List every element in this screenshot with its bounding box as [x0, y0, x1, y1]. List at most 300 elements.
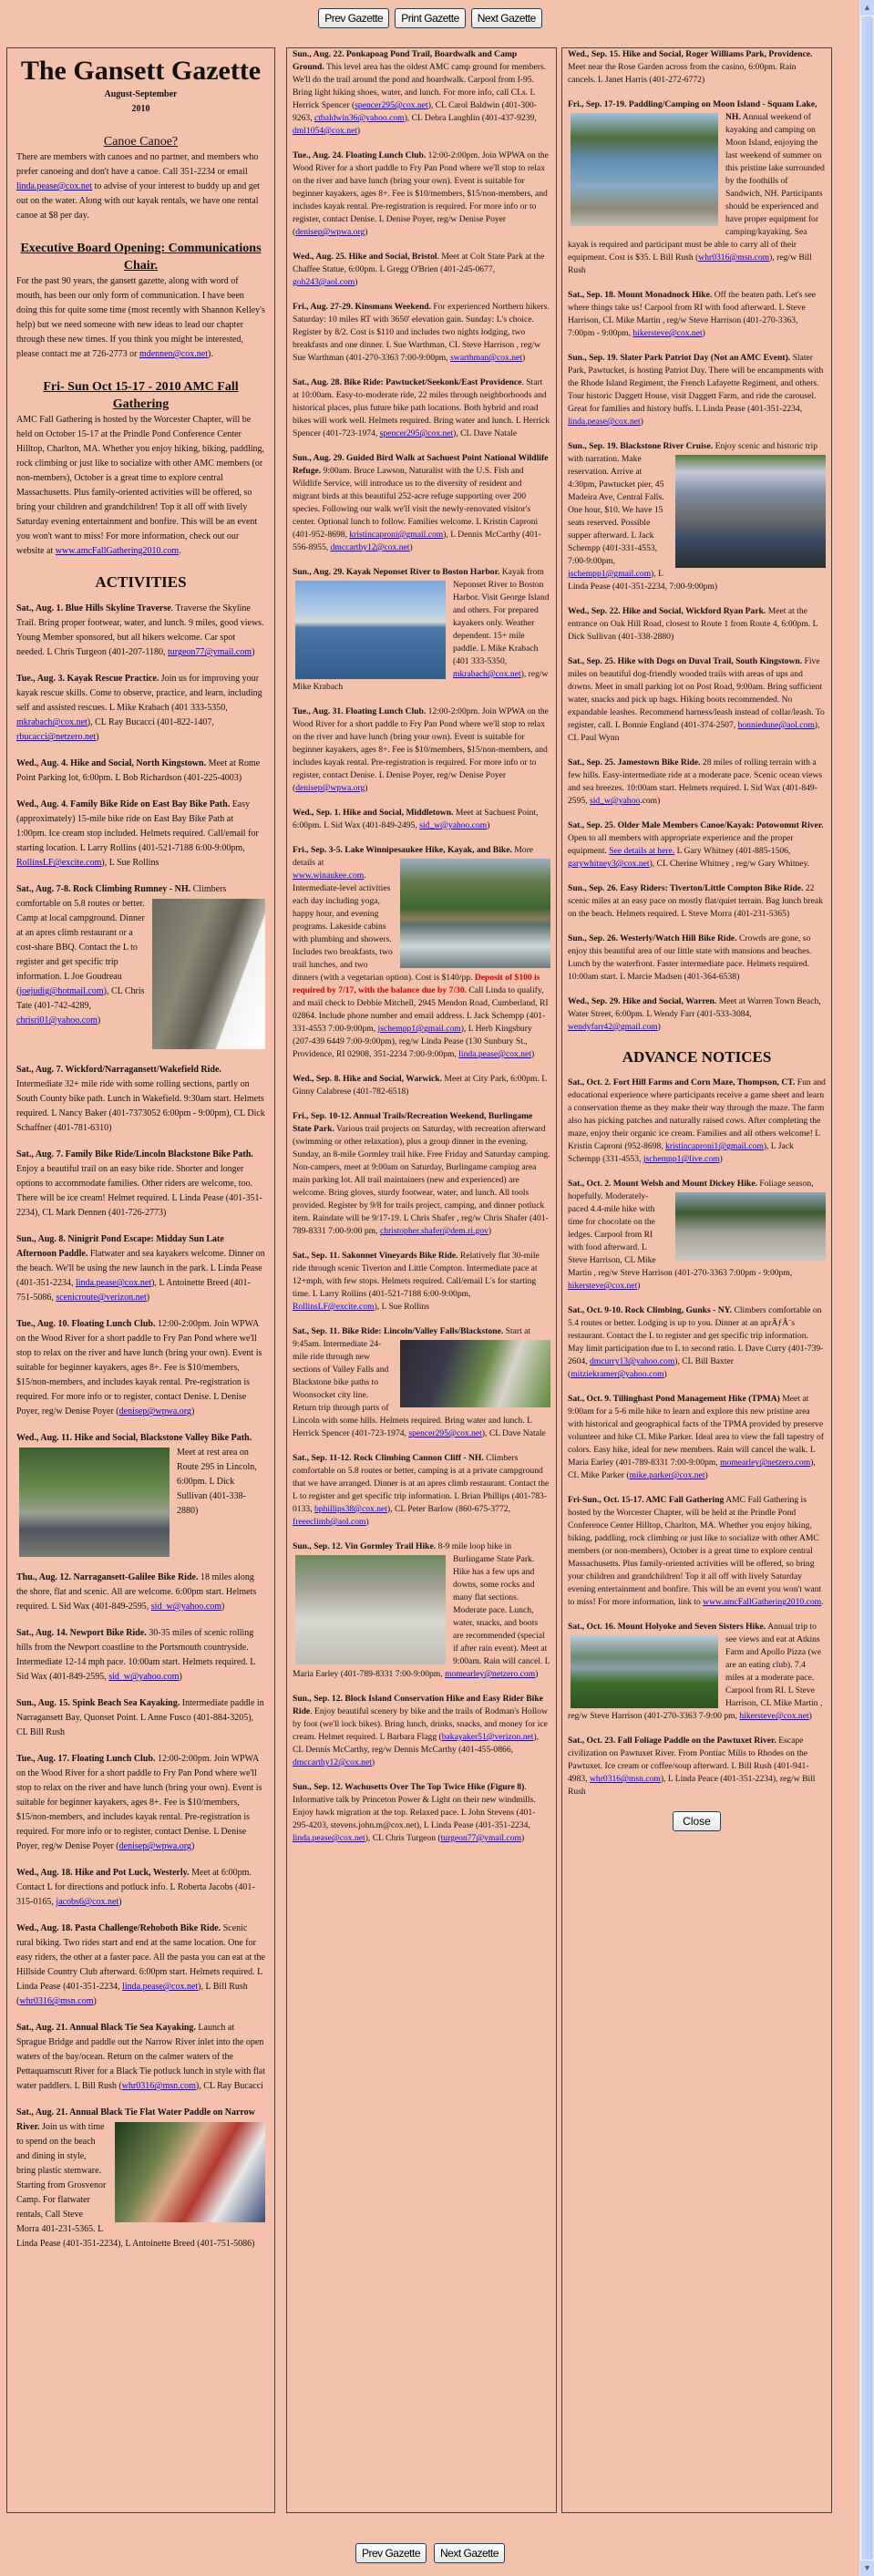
deposit-warning: Deposit of $100 is required by 7/17, with the balance due by 7/30. — [293, 973, 540, 995]
event-text: ), CL Mike Parker ( — [568, 1458, 816, 1481]
event-text: Join us with time to spend on the beach and dining in style, bring plastic stemware. Starting from Grosvenor Camp. For flatwater rentals, Call Steve Morra 401-231-5365. L Linda Pease (401-351-2234), L Antoinette Breed (401-751-5086) — [16, 2122, 255, 2250]
event-entry — [16, 1063, 265, 1136]
print-gazette-button[interactable]: Print Gazette — [395, 8, 466, 28]
event-entry — [568, 48, 826, 87]
event-entry — [293, 1250, 550, 1314]
event-entry — [293, 1452, 550, 1529]
bike-path-photo — [19, 1448, 170, 1557]
event-contact-link[interactable]: goh243@aol.com — [293, 277, 355, 287]
event-title: Sat., Aug. 21. Annual Black Tie Sea Kayaking. — [16, 2023, 196, 2034]
event-text: Meet at 6:00pm. Contact L for directions and potluck info. L Roberta Jacobs (401-315-0165, — [16, 1868, 255, 1908]
event-text: 12:00-2:00pm. Join WPWA on the Wood River for a short paddle to Fry Pan Pond where we'll stop to relax on the river and have lunch (bring your own). Event is suitable for beginner kayakers, ages 8+. Fee is $10/members, $15/non-members, and includes kayak rental. Pre-registration is required. For more info or to register, contact Denise. L Denise Poyer, reg/w Denise Poyer ( — [16, 1319, 262, 1417]
event-text: ) — [520, 1833, 525, 1843]
event-text: ) — [530, 1049, 535, 1059]
event-text: ) — [365, 1517, 369, 1527]
event-entry — [568, 289, 826, 340]
event-entry — [293, 48, 550, 138]
event-text: Meet at City Park, 6:00pm. L Ginny Calabrese (401-782-6518) — [293, 1074, 547, 1097]
event-text: ), reg/w Mike Krabach — [293, 669, 549, 692]
event-entry — [293, 452, 550, 554]
event-title: Tue., Aug. 31. Floating Lunch Club. — [293, 706, 427, 716]
next-gazette-button-bottom[interactable]: Next Gazette — [434, 2543, 505, 2563]
event-text: Enjoy scenic and historic trip with narration. Make reservation. Arrive at 4:30pm, Pawtucket pier, 45 Madeira Ave, Central Falls. One hour, $10. We have 15 seats reserved. Possible supper afterward. L Jack Schempp (401-331-4553, 7:00-9:00pm, — [568, 441, 818, 566]
event-title: Sun., Aug. 15. Spink Beach Sea Kayaking. — [16, 1698, 180, 1709]
event-contact-link[interactable]: scenicroute@verizon.net — [56, 1293, 147, 1303]
next-gazette-button[interactable]: Next Gazette — [471, 8, 542, 28]
event-text: 30-35 miles of scenic rolling hills from the Newport coastline to the Portsmouth countryside. Intermediate 12-14 mph pace. 10:00am start. Helmets required. L Sid Wax (401-849-2595, — [16, 1628, 256, 1683]
event-text: Join us for improving your kayak rescue skills. Come to observe, practice, and learn, including self and assisted rescues. L Mike Krabach (401 333-5350, — [16, 674, 262, 714]
event-entry — [293, 149, 550, 239]
event-contact-link[interactable]: denisep@wpwa.org — [295, 227, 365, 237]
event-contact-link[interactable]: freeeclimb@aol.com — [293, 1517, 366, 1527]
event-text: ) — [487, 820, 490, 830]
event-text: ), CL Dave Natale — [453, 428, 518, 438]
event-contact-link[interactable]: kristincaproni1@gmail.com — [665, 1141, 764, 1152]
column-3 — [561, 47, 832, 2513]
event-text: ), L Herb Kingsbury (207-439 6449 7:00-9:00pm), reg/w Linda Pease (130 Sunbury St., Providence, RI 02908, 351-2234 7:00-9:00pm, — [293, 1024, 532, 1059]
event-text: Flatwater and sea kayakers welcome. Dinner on the beach. We'll be using the new launch in the park. L Linda Pease (401-351-2234, — [16, 1249, 265, 1289]
event-contact-link[interactable]: jschempp1@gmail.com — [568, 569, 652, 579]
event-title: Fri., Sep. 3-5. Lake Winnipesaukee Hike, Kayak, and Bike. — [293, 845, 512, 855]
event-text: Climbers comfortable on 5.8 routes or better, camping is at a private campground that we have arranged. Dinner is at an apres climb restaurant. Contact the L to register and get specific trip information. L Brian Phillips (401-783-0133, — [293, 1453, 550, 1514]
event-title: Sat., Oct. 2. Fort Hill Farms and Corn Maze, Thompson, CT. — [568, 1077, 796, 1088]
scroll-up-arrow-icon[interactable]: ▲ — [860, 0, 874, 15]
event-contact-link[interactable]: See details at here. — [609, 846, 675, 856]
event-title: Wed., Aug. 25. Hike and Social, Bristol — [293, 252, 437, 262]
event-title: Sun., Sep. 12. Wachusetts Over The Top Twice Hike (Figure 8) — [293, 1782, 525, 1792]
event-title: Sun., Sep. 19. Slater Park Patriot Day (Not an AMC Event). — [568, 353, 791, 363]
event-contact-link[interactable]: dmccarthy12@cox.net — [330, 542, 410, 552]
event-contact-link[interactable]: sid_w@yahoo.com — [150, 1602, 222, 1613]
event-entry — [16, 1922, 265, 2009]
board-notice: For the past 90 years, the gansett gazette, along with word of mouth, has been our only form of communication. I have been doing this for quite some time (most recently with Shannon Kelley's help) but we need someone with new ideas to lead our chapter through these new times. If you think you might be interested, please contact me at 726-2773 or mdennen@cox.net). — [16, 276, 265, 359]
event-text: ) — [190, 1841, 195, 1852]
event-text: Meet at Sachuest Point, 6:00pm. L Sid Wax (401-849-2495, — [293, 808, 539, 830]
issue-months: August-September — [104, 89, 178, 99]
event-text: ), CL Paul Wynn — [568, 720, 820, 743]
event-title: Tue., Aug. 24. Floating Lunch Club. — [293, 150, 427, 160]
lake-winnipesaukee-photo — [400, 859, 550, 968]
activities-list-col3 — [568, 48, 826, 1034]
event-contact-link[interactable]: ctbaldwin36@yahoo.com — [314, 113, 405, 123]
event-title: Wed., Aug. 18. Pasta Challenge/Rehoboth Bike Ride. — [16, 1923, 221, 1934]
event-contact-link[interactable]: chrisri01@yahoo.com — [16, 1015, 98, 1026]
event-contact-link[interactable]: jacobs6@cox.net — [56, 1897, 119, 1908]
event-title: Sat., Aug. 7. Family Bike Ride/Lincoln Blackstone Bike Path. — [16, 1149, 253, 1160]
event-title: Wed., Sep. 8. Hike and Social, Warwick. — [293, 1074, 443, 1084]
canoe-email-link[interactable]: linda.pease@cox.net — [16, 181, 93, 191]
event-text: ), L Bill Rush ( — [16, 1982, 248, 2007]
advance-notices-heading: ADVANCE NOTICES — [622, 1048, 772, 1066]
event-contact-link[interactable]: jschempp1@live.com — [643, 1154, 720, 1165]
event-title: Sat., Sep. 25. Hike with Dogs on Duval Trail, South Kingstown. — [568, 656, 803, 666]
event-title: Fri., Aug. 27-29. Kinsmans Weekend. — [293, 302, 432, 312]
event-text: ) — [371, 1757, 375, 1767]
event-contact-link[interactable]: momearley@netzero.com — [720, 1458, 811, 1468]
event-contact-link[interactable]: www.winaukee.com — [293, 871, 365, 881]
event-entry — [293, 1693, 550, 1769]
event-text: ) — [704, 1470, 708, 1481]
event-text: . Enjoy beautiful scenery by bike and the trails of Rodman's Hollow by foot (we'll lock bikes). Bring lunch, drinks, snacks, and money for ice cream. Helmet required. L Barbara Flagg ( — [293, 1706, 548, 1742]
event-text: ) — [365, 783, 368, 793]
event-contact-link[interactable]: mitziekramer@yahoo.com — [571, 1369, 664, 1380]
event-entry — [293, 706, 550, 795]
event-title: Sun., Aug. 22. Ponkapoag Pond Trail, Boardwalk and Camp Ground. — [293, 49, 518, 72]
event-title: Sat., Sep. 11-12. Rock Climbing Cannon Cliff - NH. — [293, 1453, 484, 1463]
event-text: Various trail projects on Saturday, with recreation afterward (swimming or other relaxation), plus a group dinner in the evening. Sunday, an 8-mile Gormley trail hike. Free Friday and Saturday camping. Non-campers, meet at 9:00am on Saturday, Burlingame camping area main parking lot. All trail maintainers (new and experienced) are welcome. Bring gloves, sturdy footwear, water, and lunch. All tools provided. Register by 9/8 for trails project, camping, and dinner potluck item. Raindate will be 9/17-19. L Chris Shafer , reg/w Chris Shafer (401-789-8331 7:00-9:00 pm, — [293, 1124, 550, 1236]
event-text: Crowds are gone, so enjoy this beautiful area of our little state with mansions and beaches. Lunch by the waterfront. Faster intermediate pace. Helmets required. 10:00am start. L Marcie Madsen (401-364-6538) — [568, 933, 812, 982]
event-title: Fri., Sep. 10-12. Annual Trails/Recreation Weekend, Burlingame State Park. — [293, 1111, 533, 1134]
event-text: Five miles on beautiful dog-friendly wooded trails with areas of ups and downs. Meet in small parking lot on Post Road, 9:00am. Bring sufficient water, snacks and pick up bags. Hiking boots recommended. No expandable leashes. Recommend harness/leash instead of collar/leash. To register, call. L Bonnie England (401-374-2507, — [568, 656, 825, 730]
event-entry — [16, 1752, 265, 1854]
event-title: Sun., Aug. 29. Kayak Neponset River to Boston Harbor. — [293, 567, 500, 577]
event-title: Sun., Aug. 29. Guided Bird Walk at Sachuest Point National Wildlife Refuge. — [293, 453, 549, 476]
canoe-notice: There are members with canoes and no partner, and members who prefer canoeing and don't have a canoe. Call 351-2234 or email linda.pease@cox.net to advise of your interest to buddy up and get out on the water. Along with our kayak rentals, we have one rental canoe at $8 per day. — [16, 152, 260, 221]
event-text: This level area has the oldest AMC camp ground for members. We'll do the trail around the pond and boardwalk. Carpool from I-95. Bring light hiking shoes, water, and lunch. For more info, call CLs. L Herrick Spencer ( — [293, 62, 547, 110]
event-entry — [568, 1393, 826, 1482]
event-contact-link[interactable]: spencer295@cox.net — [355, 100, 428, 110]
prev-gazette-button[interactable]: Prev Gazette — [318, 8, 389, 28]
event-text: ) — [355, 277, 358, 287]
event-contact-link[interactable]: www.amcFallGathering2010.com — [703, 1597, 822, 1608]
event-text: Intermediate paddle in Narragansett Bay, Quonset Point. L Anne Fusco (401-884-3205), CL Bill Rush — [16, 1698, 264, 1738]
event-entry — [16, 1148, 265, 1221]
top-toolbar — [0, 0, 860, 49]
event-contact-link[interactable]: RollinsLF@excite.com — [293, 1302, 375, 1312]
event-contact-link[interactable]: sid_w@yahoo.com — [419, 820, 488, 830]
canoe-heading: Canoe Canoe? — [103, 135, 179, 149]
event-title: Sat., Aug. 7-8. Rock Climbing Rumney - NH. — [16, 884, 191, 895]
event-text: ), L Sue Rollins — [101, 858, 159, 869]
event-title: Thu., Aug. 12. Narragansett-Galilee Bike Ride. — [16, 1572, 199, 1583]
event-text: ), L Linda Pease (401-351-2234, 7:00-9:00pm) — [568, 569, 718, 592]
event-text: ) — [640, 417, 643, 427]
event-text: Easy (approximately) 15-mile bike ride on East Bay Bike Path at 1:00pm. Ice cream stop included. Helmets required. Call/email for starting location. L Larry Rollins (401-521-7188 6:00-9:00pm, — [16, 799, 259, 854]
event-contact-link[interactable]: hikersteve@cox.net — [632, 328, 703, 338]
event-title: Sat., Sep. 11. Bike Ride: Lincoln/Valley Falls/Blackstone. — [293, 1326, 504, 1336]
event-contact-link[interactable]: denisep@wpwa.org — [118, 1406, 191, 1417]
column-1 — [6, 47, 275, 2513]
event-entry — [293, 301, 550, 365]
activities-list-col1 — [16, 602, 265, 2251]
moon-island-kayak-photo — [571, 113, 718, 226]
event-entry — [16, 1232, 265, 1305]
fall-gathering-notice: AMC Fall Gathering is hosted by the Worcester Chapter, will be held on October 15-17 at the Prindle Pond Conference Center Hilltop, Charlton, MA. Whether you enjoy hiking, biking, paddling, rock climbing or just like to socialize with other AMC members (or non-members), October is a great time to explore central Massachusetts. Plus family-oriented activities will be offered, so bring your children and grandchildren! Top it all off with lively Saturday evening entertainment and bonfire. This will be an event you won't want to miss! For more information, check out our website at www.amcFallGathering2010.com. — [16, 415, 265, 556]
scroll-down-arrow-icon[interactable]: ▼ — [860, 2561, 874, 2576]
event-entry — [293, 1325, 550, 1440]
event-text: ) — [96, 732, 99, 743]
event-contact-link[interactable]: whr0316@msn.com — [121, 2081, 196, 2092]
event-text: ), CL Chris Tate (401-742-4289, — [16, 986, 145, 1012]
event-contact-link[interactable]: swarthman@cox.net — [450, 353, 522, 363]
event-text: ), CL Ray Bucacci — [195, 2081, 263, 2092]
event-text: Climbers comfortable on 5.8 routes or better. Camp at local campground. Dinner at an apres climb restaurant or a cost-share BBQ. Contact the L to register and get specific trip information. L Joe Goudreau ( — [16, 884, 227, 997]
issue-year: 2010 — [131, 104, 150, 114]
event-contact-link[interactable]: turgeon77@ymail.com — [168, 647, 252, 658]
event-contact-link[interactable]: mkrabach@cox.net — [453, 669, 521, 679]
column-2 — [286, 47, 557, 2513]
event-text: ) — [535, 1669, 539, 1679]
event-text: 12:00-2:00pm. Join WPWA on the Wood River for a short paddle to Fry Pan Pond where we'll stop to relax on the river and have lunch (bring your own). Event is suitable for beginner kayakers, ages 8+. Fee is $10/members, $15/non-members, and includes kayak rental. Pre-registration is required. For more info or to register, contact Denise. L Denise Poyer, reg/w Denise Poyer ( — [293, 150, 549, 237]
event-entry — [16, 882, 265, 1051]
event-text: Call Linda to qualify, and mail check to Debbie Mitchell, 2945 Mendon Road, Cumberland, RI 02864. Include phone number and email address. L Jack Schempp (401-331-4553 7:00-9:00pm, — [293, 985, 549, 1034]
event-entry — [568, 1304, 826, 1381]
event-title: Wed., Sep. 1. Hike and Social, Middletown. — [293, 808, 454, 818]
event-contact-link[interactable]: linda.pease@cox.net — [293, 1833, 365, 1843]
event-contact-link[interactable]: hikersteve@cox.net — [739, 1711, 809, 1722]
board-email-link[interactable]: mdennen@cox.net — [139, 349, 208, 359]
event-text: ) — [190, 1406, 195, 1417]
fall-gathering-link[interactable]: www.amcFallGathering2010.com — [55, 546, 180, 556]
event-text: Off the beaten path. Let's see where things take us! Carpool from RI with food afterward. L Steve Harrison, CL Mike Martin , reg/w Steve Harrison (401-270-3363, 7:00pm - 9:00pm, — [568, 290, 817, 338]
event-entry — [568, 1494, 826, 1609]
event-contact-link[interactable]: sid_w@yahoo.com — [108, 1672, 180, 1683]
event-text: Kayak from Neponset River to Boston Harbor. Visit George Island and others. For prepared kayakers only. Weather dependent. 15+ mile paddle. L Mike Krabach (401 333-5350, — [453, 567, 550, 666]
event-text: . Meet at Colt State Park at the Chaffee Statue, 6:00pm. L Gregg O'Brien (401-245-0677, — [293, 252, 545, 274]
event-contact-link[interactable]: whr0316@msn.com — [589, 1774, 661, 1785]
prev-gazette-button-bottom[interactable]: Prev Gazette — [355, 2543, 427, 2563]
event-text: AMC Fall Gathering is hosted by the Worcester Chapter, will be held at the Prindle Pond Conference Center Hilltop, Charlton, MA. Whether you enjoy hiking, biking, paddling, rock climbing or just like to socialize with other AMC members (or non-members), October is a great time to explore central Massachusetts. Plus family-oriented activities will be offered, so bring your children and grandchildren! Top it all off with lively Saturday evening entertainment and bonfire. This will be an event you won't want to miss! For more information, link to — [568, 1495, 822, 1608]
event-title: Wed., Sep. 22. Hike and Social, Wickford Ryan Park. — [568, 606, 766, 616]
event-text: L Gary Whitney (401-885-1506, — [674, 846, 791, 856]
event-entry — [16, 1317, 265, 1419]
event-text: ), CL Dennis McCarthy, reg/w Dennis McCarthy (401-455-0866, — [293, 1732, 540, 1755]
kayak-boston-harbor-photo — [295, 581, 446, 679]
event-text: Escape civilization on Pawtuxet River. From Pontiac Mills to Rhodes on the Pawtuxet. Ice cream or coffee/soup afterward. L Bill Rush (401-941-4983, — [568, 1736, 809, 1785]
event-title: Sun., Sep. 12. Block Island Conservation Hike and Easy Rider Bike Ride — [293, 1694, 543, 1716]
event-title: Wed., Sep. 29. Hike and Social, Warren. — [568, 996, 717, 1006]
event-text: Meet at Rome Point Parking lot, 6:00pm. L Bob Richardson (401-225-4003) — [16, 758, 261, 784]
event-contact-link[interactable]: linda.pease@cox.net — [122, 1982, 199, 1993]
event-text: ) — [488, 1226, 492, 1236]
event-entry — [293, 1540, 550, 1681]
event-text: 28 miles of rolling terrain with a few hills. Easy-intermediate ride at a moderate pace. Scenic ocean views and sea breezes. 10:00am start. Helmets required. L Sid Wax (401-849-2595, — [568, 757, 823, 806]
event-entry — [568, 882, 826, 921]
event-text: Enjoy a beautiful trail on an easy bike ride. Shorter and longer options to accommodate families. Other riders are welcome, too. There will be ice cream! Helmet required. L Linda Pease (401-351-2234), CL Mark Dennen (401-726-2773) — [16, 1164, 262, 1219]
event-entry — [568, 819, 826, 871]
event-entry — [568, 440, 826, 593]
event-text: ) — [702, 328, 705, 338]
event-entry — [293, 1073, 550, 1098]
event-text: Fun and educational experience where participants receive a game sheet and learn a conservation theme as they make their way through the maze. The farm also has picking patches and naturally raised cows. After completing the maze, enjoy their organic ice cream. Families and all others welcome! L Kristin Caproni (952-8698, — [568, 1077, 826, 1152]
event-contact-link[interactable]: turgeon77@ymail.com — [440, 1833, 521, 1843]
event-text: 18 miles along the shore, flat and scenic. All are welcome. 6:00pm start. Helmets required. L Sid Wax (401-849-2595, — [16, 1572, 257, 1613]
activities-list-col2 — [293, 48, 550, 1845]
event-title: Sun., Sep. 26. Westerly/Watch Hill Bike Ride. — [568, 933, 737, 943]
event-title: Sat., Aug. 1. Blue Hills Skyline Traverse — [16, 603, 171, 614]
event-text: ), CL Bill Baxter ( — [568, 1356, 734, 1380]
event-title: Sat., Oct. 23. Fall Foliage Paddle on the Pawtuxet River. — [568, 1736, 776, 1747]
event-entry — [16, 1626, 265, 1685]
event-text: More details at — [293, 845, 534, 868]
event-text: ), L Sue Rollins — [374, 1302, 429, 1312]
event-title: Sun., Sep. 26. Easy Riders: Tiverton/Little Compton Bike Ride. — [568, 883, 804, 893]
event-title: Sun., Aug. 8. Ninigrit Pond Escape: Midday Sun Late Afternoon Paddle. — [16, 1234, 224, 1260]
event-entry — [568, 1178, 826, 1293]
event-contact-link[interactable]: denisep@wpwa.org — [118, 1841, 191, 1852]
event-title: Tue., Aug. 10. Floating Lunch Club. — [16, 1319, 156, 1330]
event-title: Wed., Aug. 11. Hike and Social, Blackstone Valley Bike Path. — [16, 1433, 252, 1444]
event-contact-link[interactable]: bphillips38@cox.net — [314, 1504, 387, 1514]
event-text: Scenic rural biking. Two rides start and end at the same location. One for easy riders, the other at a faster pace. All the pasta you can eat at the Hillside Country Club afterward. 6:00pm start. Helmets required. L Linda Pease (401-351-2234, — [16, 1923, 265, 1993]
event-text: Open to all members with appropriate experience and the proper equipment. — [568, 833, 794, 856]
event-text: ) — [221, 1602, 225, 1613]
event-text: ) — [637, 1281, 641, 1292]
event-contact-link[interactable]: RollinsLF@excite.com — [16, 858, 102, 869]
event-contact-link[interactable]: bakayaker51@verizon.net — [441, 1732, 534, 1742]
event-text: ), CL Carol Baldwin (401-300-9263, — [293, 100, 537, 123]
event-text: Start at 9:45am. Intermediate 24-mile ride through new sections of Valley Falls and Blackstone bike paths to Woonsocket city line. Return trip through parts of Lincoln with some hills. Helmets required. Bring water and lunch. L Herrick Spencer (401-723-1974, — [293, 1326, 532, 1438]
event-entry — [568, 98, 826, 277]
event-entry — [16, 2106, 265, 2251]
close-button[interactable]: Close — [673, 1811, 721, 1831]
event-entry — [568, 757, 826, 808]
event-title: Sat., Sep. 18. Mount Monadnock Hike. — [568, 290, 713, 300]
event-title: Sat., Sep. 25. Older Male Members Canoe/Kayak: Potowomut River. — [568, 820, 824, 830]
mount-welsh-summit-photo — [675, 1192, 826, 1261]
event-entry — [568, 933, 826, 984]
event-entry — [293, 807, 550, 832]
event-entry — [16, 2021, 265, 2094]
event-contact-link[interactable]: momearley@netzero.com — [445, 1669, 536, 1679]
event-text: ) — [97, 1015, 101, 1026]
event-entry — [568, 352, 826, 428]
event-contact-link[interactable]: hikersteve@cox.net — [568, 1281, 638, 1292]
event-contact-link[interactable]: dmccarthy12@cox.net — [293, 1757, 372, 1767]
event-text: ), CL Debra Laughlin (401-437-9239, — [404, 113, 537, 123]
blackstone-cruise-photo — [675, 455, 826, 568]
event-text: ), CL Peter Barlow (860-675-3772, — [386, 1504, 510, 1514]
event-text: ) — [365, 227, 368, 237]
event-title: Wed., Aug. 4. Hike and Social, North Kingstown. — [16, 758, 207, 769]
event-contact-link[interactable]: bonniedune@aol.com — [737, 720, 815, 730]
event-text: ) — [146, 1293, 150, 1303]
event-contact-link[interactable]: rbucacci@netzero.net — [16, 732, 97, 743]
event-entry — [568, 1621, 826, 1723]
event-text: ), CL Dave Natale — [481, 1428, 546, 1438]
event-contact-link[interactable]: jschempp1@gmail.com — [377, 1024, 461, 1034]
event-entry — [293, 844, 550, 1061]
event-title: Sun., Sep. 12. Vin Gormley Trail Hike. — [293, 1541, 437, 1551]
event-title: Tue., Aug. 3. Kayak Rescue Practice. — [16, 674, 159, 685]
board-heading: Executive Board Opening: Communications Chair. — [20, 242, 262, 273]
event-contact-link[interactable]: whr0316@msn.com — [698, 252, 770, 263]
event-entry — [293, 376, 550, 440]
event-text: Meet near the Rose Garden across from the casino, 6:00pm. Rain cancels. L Janet Harris (401-272-6772) — [568, 62, 797, 85]
advance-notices-list — [568, 1077, 826, 1798]
event-text: ) — [663, 1369, 667, 1380]
event-contact-link[interactable]: mkrabach@cox.net — [16, 717, 87, 728]
event-text: ) — [521, 353, 526, 363]
activities-heading: ACTIVITIES — [95, 573, 187, 591]
event-text: ) — [719, 1154, 723, 1165]
event-title: Sat., Aug. 21. Annual Black Tie Flat Water Paddle on Narrow River. — [16, 2107, 255, 2133]
event-contact-link[interactable]: linda.pease@cox.net — [458, 1049, 531, 1059]
event-title: Sat., Oct. 9-10. Rock Climbing, Gunks - NY. — [568, 1305, 733, 1316]
mount-holyoke-view-photo — [571, 1635, 718, 1708]
event-title: Tue., Aug. 17. Floating Lunch Club. — [16, 1754, 156, 1765]
event-title: Sat., Sep. 11. Sakonnet Vineyards Bike Ride. — [293, 1251, 458, 1261]
event-text: ), CL Chris Turgeon ( — [365, 1833, 441, 1843]
event-text: ), CL Ray Bucacci (401-822-1407, — [87, 717, 214, 728]
cannon-cliff-photo — [295, 1555, 446, 1664]
event-text: ), CL Cherine Whitney , reg/w Gary Whitney. — [649, 859, 810, 869]
event-text: Annual weekend of kayaking and camping on Moon Island, enjoying the last weekend of summer on this pristine lake surrounded by the foothills of Sandwich, NH. Participants should be experienced and have proper equipment for camping/kayaking. Sea kayak is required and participant must be able to carry all of their equipment. Cost is $35. L Bill Rush ( — [568, 112, 825, 263]
event-text: Annual trip to see views and eat at Atkins Farm and Apollo Pizza (we are an eating club). 7.4 miles at a moderate pace. Carpool from RI. L Steve Harrison, CL Mike Martin , reg/w Steve Harrison (401-270-3363 7-9:00 pm, — [568, 1622, 823, 1722]
event-entry — [16, 1866, 265, 1910]
event-contact-link[interactable]: wendyfarr42@gmail.com — [568, 1022, 658, 1032]
event-title: Sat., Oct. 9. Tillinghast Pond Management Hike (TPMA) — [568, 1394, 780, 1405]
event-title: Wed., Aug. 18. Hike and Pot Luck, Westerly. — [16, 1868, 190, 1879]
event-contact-link[interactable]: dmcurry13@yahoo.com — [589, 1356, 675, 1367]
bottom-toolbar — [0, 2543, 860, 2563]
event-text: Meet at rest area on Route 295 in Lincoln, 6:00pm. L Dick Sullivan (401-338-2880) — [177, 1448, 257, 1517]
event-contact-link[interactable]: dml1054@cox.net — [293, 126, 357, 136]
vertical-scrollbar[interactable] — [859, 0, 874, 2576]
event-title: Sat., Aug. 7. Wickford/Narragansett/Wakefield Ride. — [16, 1065, 221, 1076]
event-text: ), reg/w Bill Rush — [568, 252, 812, 275]
event-text: Meet at Warren Town Beach, Water Street, 6:00pm. L Wendy Farr (401-533-3084, — [568, 996, 821, 1019]
rock-climber-photo — [152, 899, 265, 1049]
event-contact-link[interactable]: sid_w@yahoo — [589, 796, 641, 806]
event-title: Sat., Aug. 28. Bike Ride: Pawtucket/Seekonk/East Providence — [293, 377, 522, 387]
event-text: 8-9 mile loop hike in Burlingame State Park. Hike has a few ups and downs, some rocks and many flat sections. Moderate pace. Lunch, water, snacks, and boots are recommended (special if after rain event). Meet at 9:00am. Rain will cancel. L Maria Earley (401-789-8331 7:00-9:00pm, — [293, 1541, 550, 1679]
event-text: Slater Park, Pawtucket, is hosting Patriot Day. There will be encampments with the Rhode Island Regiment, the French Lafayette Regiment, and others. Tour historic Daggett House, visit Daggett Farm, and ride the carousel. Great for families and history buffs. L Linda Pease (401-351-2234, — [568, 353, 824, 414]
event-text: . — [821, 1597, 824, 1608]
event-contact-link[interactable]: joejudig@hotmail.com — [19, 986, 104, 997]
event-text: . Start at 10:00am. Easy-to-moderate ride, 22 miles through neighborhoods and historical places, plus future bike path locations. Both hybrid and road bikes will work well. Helmets required. Bring water and lunch. L Herrick Spencer (401-723-1974, — [293, 377, 550, 438]
event-contact-link[interactable]: mike.parker@cox.net — [629, 1470, 705, 1481]
event-entry — [16, 798, 265, 871]
event-contact-link[interactable]: linda.pease@cox.net — [568, 417, 641, 427]
event-text: 22 scenic miles at an easy pace on mostly flat/quiet terrain. Bag lunch break on the beach. Helmets required. L Steve Morra (401-231-5365) — [568, 883, 823, 919]
masthead-title: The Gansett Gazette — [20, 56, 262, 86]
event-title: Wed., Sep. 15. Hike and Social, Roger Williams Park, Providence. — [568, 49, 813, 59]
event-contact-link[interactable]: garywhitney3@cox.net — [568, 859, 650, 869]
event-text: ), L Jack Schempp (331-4553, — [568, 1141, 794, 1165]
scrollbar-thumb[interactable] — [861, 16, 873, 2560]
event-entry — [568, 655, 826, 745]
event-contact-link[interactable]: linda.pease@cox.net — [76, 1278, 152, 1289]
event-text: 12:00-2:00pm. Join WPWA on the Wood River for a short paddle to Fry Pan Pond where we'll stop to relax on the river and have lunch (bring your own). Event is suitable for beginner kayakers, ages 8+. Fee is $10/members, $15/non-members, and includes kayak rental. Pre-registration is required. For more info or to register, contact Denise. L Denise Poyer, reg/w Denise Poyer ( — [293, 706, 549, 793]
event-contact-link[interactable]: whr0316@msn.com — [19, 1996, 94, 2007]
event-text: Meet at 9:00am for a 5-6 mile hike to learn and explore this new pristine area with historical and geographical facts of the TPMA provided by preserve volunteer and hike CL Mike Parker. Ideal area to view the fall tapestry of colors. Easy hike, ideal for new members. Rain will cancel the walk. L Maria Earley (401-789-8331 7:00-9:00pm, — [568, 1394, 824, 1468]
event-entry — [568, 1735, 826, 1798]
event-text: ), L Dennis McCarthy (401-556-8955, — [293, 530, 541, 552]
event-contact-link[interactable]: kristincaproni@gmail.com — [349, 530, 444, 540]
event-entry — [16, 672, 265, 745]
event-contact-link[interactable]: christopher.shafer@dem.ri.gov — [379, 1226, 488, 1236]
event-title: Sat., Oct. 16. Mount Holyoke and Seven Sisters Hike. — [568, 1622, 766, 1633]
event-text: . Intermediate-level activities each day including yoga, happy hour, and evening programs. Lakeside cabins with plumbing and showers. Includes two breakfasts, two trail lunches, and two dinners (with a vegetarian option). Cost is $140/pp. — [293, 871, 475, 983]
event-text: ) — [409, 542, 413, 552]
event-text: For experienced Northern hikers. Saturday: 10 miles RT with 3650' elevation gain. Sunday: L's choice. Register by 8/2. Cost is $110 and includes two nights lodging, two breakfasts and one dinner. L Sue Warthman, CL Steve Harrison , reg/w Sue Warthman (401-270-3363 7:00-9:00pm, — [293, 302, 550, 363]
event-contact-link[interactable]: spencer295@cox.net — [408, 1428, 482, 1438]
event-contact-link[interactable]: spencer295@cox.net — [379, 428, 454, 438]
event-text: . Informative talk by Princeton Power & Light on their new windmills. Enjoy hawk migration at the top. Relaxed pace. L John Stevens (401-295-4203, stevens.john.m@cox.net), L Linda Pease (401-351-2234, — [293, 1782, 536, 1830]
event-entry — [16, 1571, 265, 1614]
event-entry — [16, 1431, 265, 1559]
event-text: Foliage season, hopefully. Moderately-paced 4.4-mile hike with time for chocolate on the ledges. Carpool from RI with food afterward. L Steve Harrison, CL Mike Martin , reg/w Steve Harrison (401-270-3363 7:00pm - 9:00pm, — [568, 1179, 814, 1279]
event-contact-link[interactable]: denisep@wpwa.org — [295, 783, 365, 793]
event-title: Sat., Sep. 25. Jamestown Bike Ride. — [568, 757, 701, 768]
event-title: Fri., Sep. 17-19. Paddling/Camping on Moon Island - Squam Lake, NH. — [568, 99, 817, 122]
event-entry — [16, 757, 265, 786]
event-entry — [16, 602, 265, 660]
event-title: Wed., Aug. 4. Family Bike Ride on East Bay Bike Path. — [16, 799, 231, 810]
event-entry — [293, 566, 550, 694]
event-text: Meet at the entrance on Oak Hill Road, closest to Route 1 from Route 4, 6:00pm. L Dick Sullivan (401-338-2880) — [568, 606, 818, 642]
